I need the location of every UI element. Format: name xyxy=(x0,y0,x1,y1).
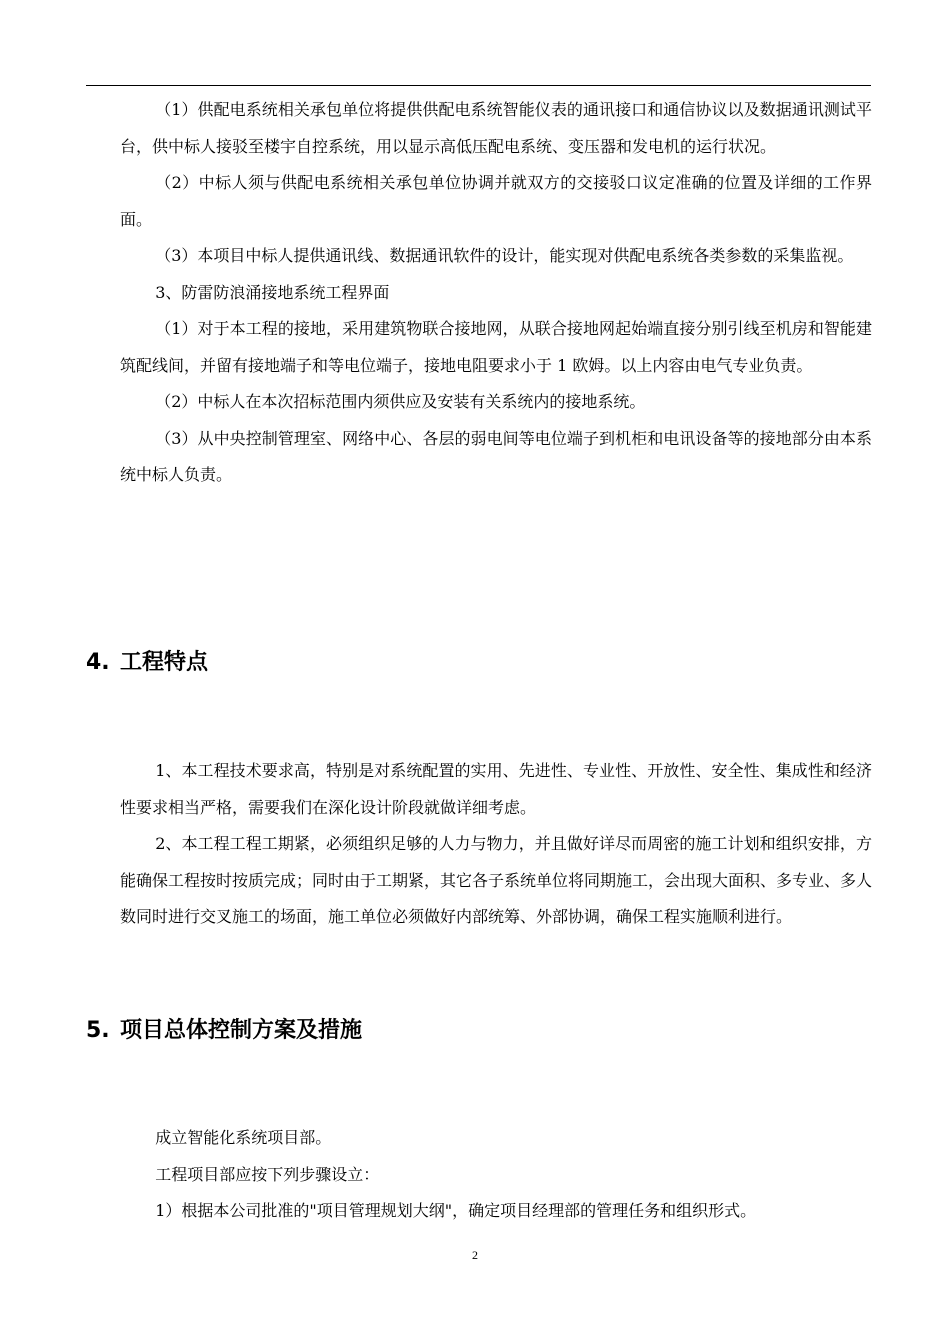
section-continued xyxy=(120,92,872,494)
section-5-heading xyxy=(86,1016,362,1046)
section-4-title: 工程特点 xyxy=(120,650,209,675)
paragraph: （1）对于本工程的接地，采用建筑物联合接地网，从联合接地网起始端直接分别引线至机房和智能建筑配线间，并留有接地端子和等电位端子，接地电阻要求小于 1 欧姆。以上内容由电气专业负责。 xyxy=(120,319,872,375)
section-4-body xyxy=(120,753,872,936)
section-5-body xyxy=(120,1120,872,1230)
subheading: 3、防雷防浪涌接地系统工程界面 xyxy=(155,282,390,302)
section-4-number: 4. xyxy=(86,650,110,675)
paragraph: （1）供配电系统相关承包单位将提供供配电系统智能仪表的通讯接口和通信协议以及数据通讯测试平台，供中标人接驳至楼宇自控系统，用以显示高低压配电系统、变压器和发电机的运行状况。 xyxy=(120,100,872,156)
paragraph: 2、本工程工程工期紧，必须组织足够的人力与物力，并且做好详尽而周密的施工计划和组织安排，方能确保工程按时按质完成；同时由于工期紧，其它各子系统单位将同期施工，会出现大面积、多专业、多人数同时进行交叉施工的场面，施工单位必须做好内部统筹、外部协调，确保工程实施顺利进行。 xyxy=(120,834,873,926)
paragraph: （3）从中央控制管理室、网络中心、各层的弱电间等电位端子到机柜和电讯设备等的接地部分由本系统中标人负责。 xyxy=(120,428,872,484)
paragraph: 1、本工程技术要求高，特别是对系统配置的实用、先进性、专业性、开放性、安全性、集成性和经济性要求相当严格，需要我们在深化设计阶段就做详细考虑。 xyxy=(120,761,872,817)
page-number: 2 xyxy=(472,1248,478,1262)
paragraph: 工程项目部应按下列步骤设立： xyxy=(155,1164,380,1184)
section-5-title: 项目总体控制方案及措施 xyxy=(120,1018,363,1043)
paragraph: 成立智能化系统项目部。 xyxy=(155,1128,332,1147)
paragraph: （3）本项目中标人提供通讯线、数据通讯软件的设计，能实现对供配电系统各类参数的采集监视。 xyxy=(155,246,854,265)
paragraph: 1）根据本公司批准的"项目管理规划大纲"，确定项目经理部的管理任务和组织形式。 xyxy=(155,1201,757,1220)
paragraph: （2）中标人须与供配电系统相关承包单位协调并就双方的交接驳口议定准确的位置及详细的工作界面。 xyxy=(120,173,872,229)
section-5-number: 5. xyxy=(86,1018,110,1043)
paragraph: （2）中标人在本次招标范围内须供应及安装有关系统内的接地系统。 xyxy=(155,392,646,411)
section-4-heading xyxy=(86,648,208,678)
header-rule xyxy=(86,85,871,86)
